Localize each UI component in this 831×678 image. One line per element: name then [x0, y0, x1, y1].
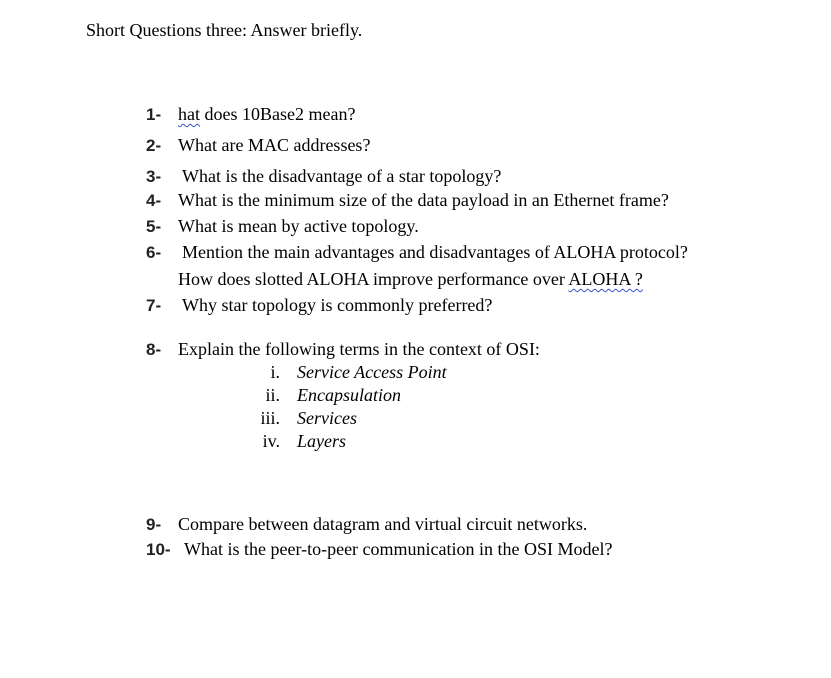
roman-numeral: ii. — [265, 385, 280, 405]
question-6: Mention the main advantages and disadvantages of ALOHA protocol? — [182, 242, 688, 262]
question-2: What are MAC addresses? — [178, 135, 371, 155]
question-number: 3- — [146, 167, 162, 186]
osi-term: Services — [297, 408, 357, 428]
question-10: What is the peer-to-peer communication in the OSI Model? — [184, 539, 613, 559]
roman-numeral: iv. — [262, 431, 280, 451]
question-1 — [178, 104, 355, 125]
page-title: Short Questions three: Answer briefly. — [86, 20, 363, 40]
question-number: 2- — [146, 136, 162, 155]
question-9: Compare between datagram and virtual circuit networks. — [178, 514, 588, 534]
question-5: What is mean by active topology. — [178, 216, 419, 236]
osi-term: Layers — [297, 431, 346, 451]
question-number: 6- — [146, 243, 162, 262]
question-8: Explain the following terms in the context of OSI: — [178, 339, 540, 359]
roman-numeral: iii. — [260, 408, 280, 428]
question-6-line-2 — [178, 269, 643, 290]
spellcheck-flagged-word: ALOHA ? — [568, 269, 643, 289]
question-3: What is the disadvantage of a star topology? — [182, 166, 502, 186]
question-6-line-2-text: How does slotted ALOHA improve performance over — [178, 269, 569, 289]
question-number: 4- — [146, 191, 162, 210]
osi-term: Encapsulation — [297, 385, 401, 405]
question-number: 10- — [146, 540, 171, 559]
roman-numeral: i. — [270, 362, 280, 382]
question-number: 9- — [146, 515, 162, 534]
question-number: 7- — [146, 296, 162, 315]
question-number: 8- — [146, 340, 162, 359]
spellcheck-flagged-word: hat — [178, 104, 200, 124]
question-4: What is the minimum size of the data payload in an Ethernet frame? — [178, 190, 669, 210]
question-number: 1- — [146, 105, 162, 124]
question-number: 5- — [146, 217, 162, 236]
question-7: Why star topology is commonly preferred? — [182, 295, 493, 315]
question-1-text: does 10Base2 mean? — [200, 104, 356, 124]
osi-term: Service Access Point — [297, 362, 447, 382]
